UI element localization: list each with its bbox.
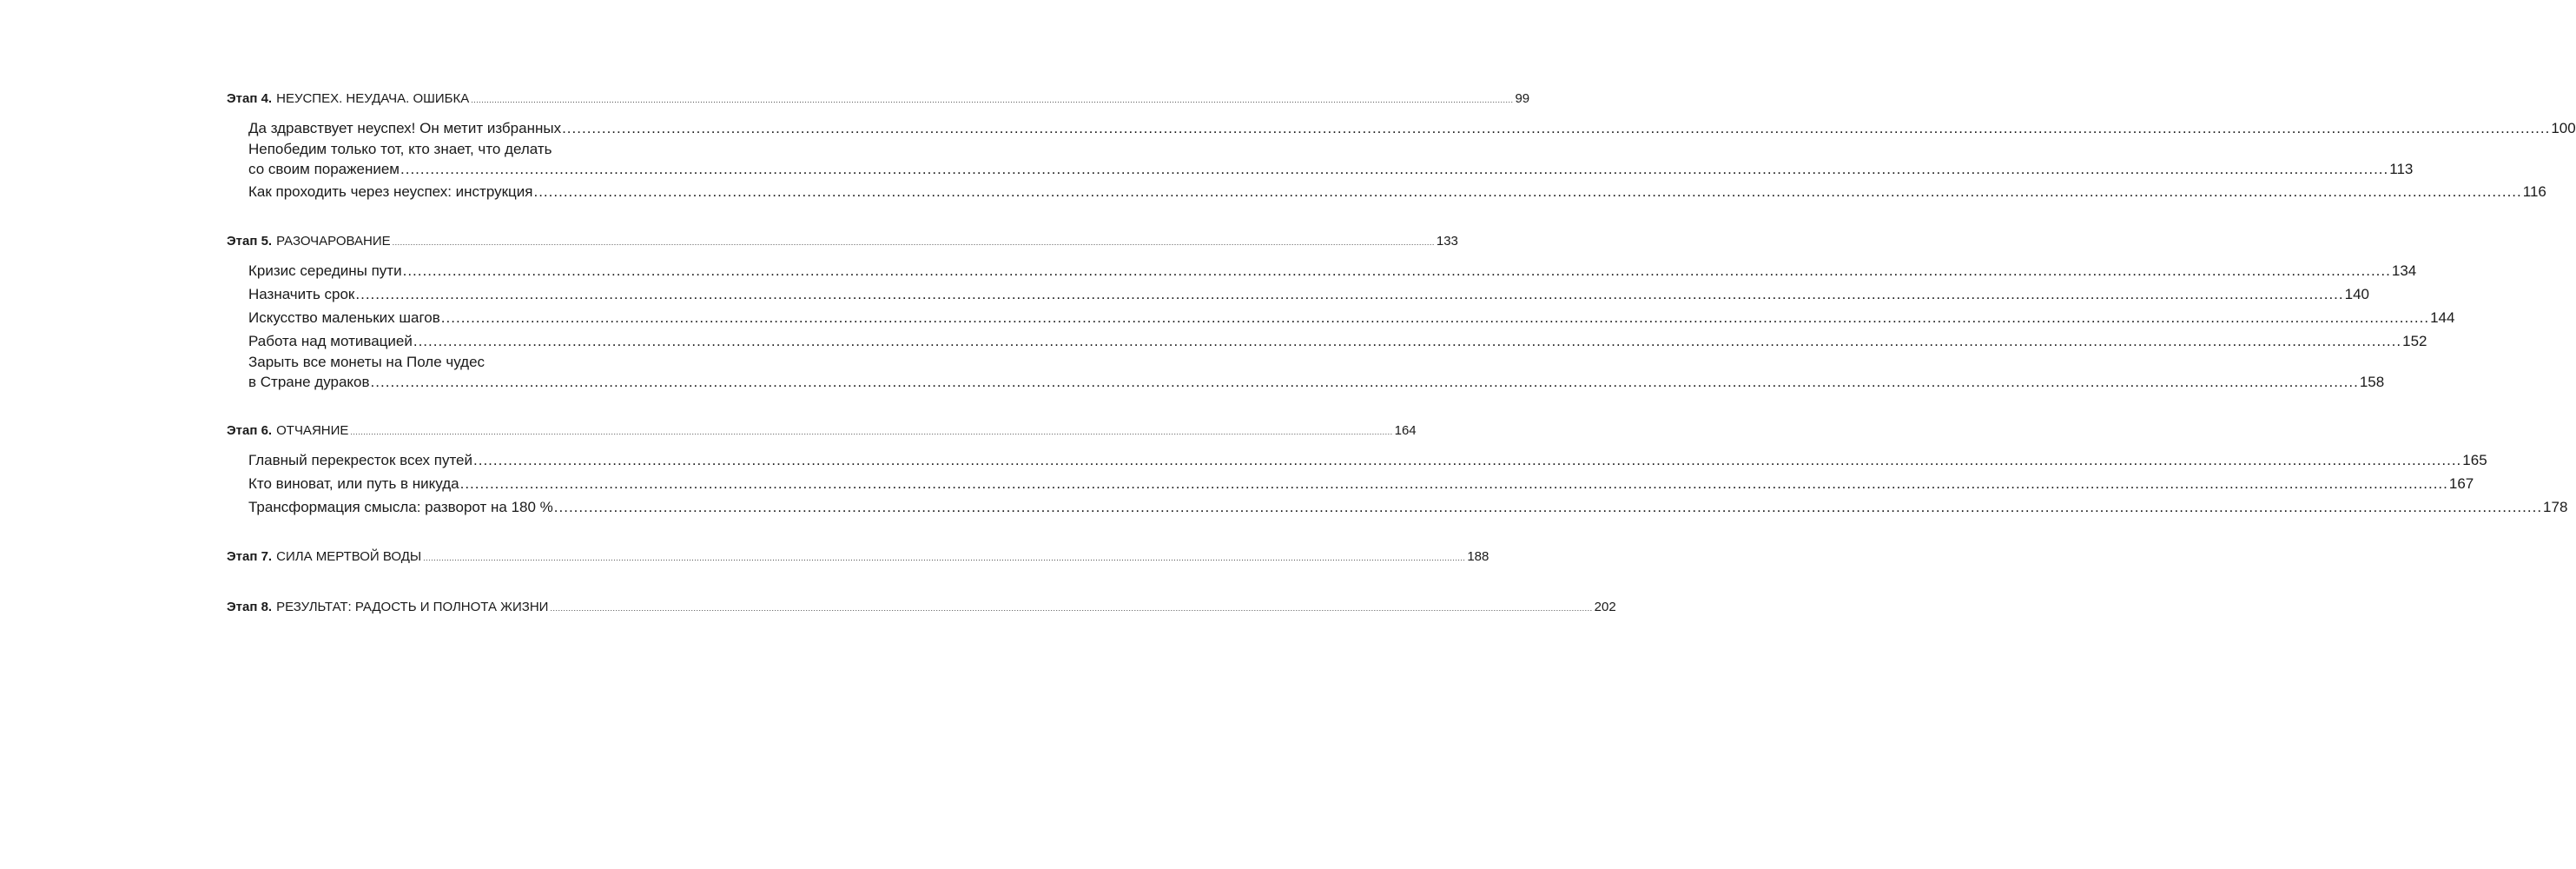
- stage-title: НЕУСПЕХ. НЕУДАЧА. ОШИБКА: [276, 91, 470, 106]
- dot-leader: ................................................................................................................................................................................................................................................................................................................................................................................................................: [423, 554, 1466, 562]
- page-number: 133: [1436, 234, 1458, 249]
- toc-entry[interactable]: [248, 472, 2474, 495]
- dot-leader: ................................................................................................................................................................................................................................................................................................................................................................................................................: [402, 262, 2391, 279]
- dot-leader: ................................................................................................................................................................................................................................................................................................................................................................................................................: [459, 475, 2448, 492]
- page-number: 116: [2522, 183, 2546, 200]
- page-number: 164: [1394, 423, 1417, 438]
- entry-title-line: Главный перекресток всех путей: [248, 452, 473, 468]
- entry-title-line: Кто виноват, или путь в никуда: [248, 475, 459, 492]
- stage-label: Этап 4.: [227, 91, 273, 106]
- page-number: 144: [2430, 309, 2455, 326]
- dot-leader: ................................................................................................................................................................................................................................................................................................................................................................................................................: [533, 183, 2522, 200]
- toc-stage: [227, 87, 2576, 203]
- entry-title-line: Непобедим только тот, кто знает, что делать: [248, 141, 552, 157]
- toc-stage-heading[interactable]: [227, 545, 1489, 569]
- toc-stage-heading[interactable]: [227, 419, 1417, 443]
- page-number: 152: [2402, 333, 2427, 349]
- toc-subsection-list: [227, 116, 2576, 203]
- dot-leader: ................................................................................................................................................................................................................................................................................................................................................................................................................: [471, 96, 1514, 104]
- toc-entry[interactable]: [248, 282, 2370, 306]
- page-number: 140: [2344, 286, 2370, 302]
- page-number: 99: [1515, 91, 1530, 106]
- dot-leader: ................................................................................................................................................................................................................................................................................................................................................................................................................: [553, 499, 2543, 515]
- toc-entry[interactable]: [248, 116, 2576, 140]
- stage-label: Этап 6.: [227, 423, 273, 438]
- dot-leader: ................................................................................................................................................................................................................................................................................................................................................................................................................: [550, 604, 1593, 613]
- dot-leader: ................................................................................................................................................................................................................................................................................................................................................................................................................: [440, 309, 2430, 326]
- dot-leader: ................................................................................................................................................................................................................................................................................................................................................................................................................: [355, 286, 2344, 302]
- stage-title: РАЗОЧАРОВАНИЕ: [276, 234, 391, 249]
- dot-leader: ................................................................................................................................................................................................................................................................................................................................................................................................................: [473, 452, 2462, 468]
- page-number: 158: [2359, 374, 2385, 390]
- toc-entry[interactable]: [248, 259, 2417, 282]
- dot-leader: ................................................................................................................................................................................................................................................................................................................................................................................................................: [370, 374, 2359, 390]
- page-number: 134: [2391, 262, 2417, 279]
- dot-leader: ................................................................................................................................................................................................................................................................................................................................................................................................................: [562, 120, 2551, 136]
- entry-title-line: Как проходить через неуспех: инструкция: [248, 183, 533, 200]
- dot-leader: ................................................................................................................................................................................................................................................................................................................................................................................................................: [413, 333, 2402, 349]
- toc-entry[interactable]: [248, 180, 2546, 203]
- entry-title-line: Искусство маленьких шагов: [248, 309, 440, 326]
- entry-title-line: Трансформация смысла: разворот на 180 %: [248, 499, 553, 515]
- page-number: 178: [2543, 499, 2568, 515]
- table-of-contents: [227, 87, 2576, 620]
- toc-entry[interactable]: [248, 306, 2455, 329]
- toc-stage: [227, 229, 2455, 393]
- toc-entry[interactable]: [248, 353, 2385, 393]
- toc-entry[interactable]: [248, 140, 2414, 180]
- entry-title-line: Да здравствует неуспех! Он метит избранных: [248, 120, 562, 136]
- entry-title-line: Назначить срок: [248, 286, 355, 302]
- toc-stage-heading[interactable]: [227, 595, 1616, 620]
- toc-entry[interactable]: [248, 495, 2568, 519]
- page-number: 188: [1467, 549, 1489, 564]
- toc-stage-heading[interactable]: [227, 87, 1530, 111]
- stage-label: Этап 7.: [227, 549, 273, 564]
- stage-title: ОТЧАЯНИЕ: [276, 423, 349, 438]
- page-number: 167: [2448, 475, 2474, 492]
- toc-entry[interactable]: [248, 329, 2427, 353]
- stage-label: Этап 8.: [227, 600, 273, 614]
- toc-stage-heading[interactable]: [227, 229, 1458, 254]
- toc-stage: [227, 545, 1489, 569]
- entry-title-line: со своим поражением: [248, 161, 400, 177]
- dot-leader: ................................................................................................................................................................................................................................................................................................................................................................................................................: [392, 238, 1435, 247]
- toc-subsection-list: [227, 448, 2568, 519]
- entry-title-line: Работа над мотивацией: [248, 333, 413, 349]
- page-number: 113: [2389, 161, 2414, 177]
- page-number: 100: [2551, 120, 2576, 136]
- toc-entry[interactable]: [248, 448, 2487, 472]
- dot-leader: ................................................................................................................................................................................................................................................................................................................................................................................................................: [400, 161, 2389, 177]
- stage-title: СИЛА МЕРТВОЙ ВОДЫ: [276, 549, 422, 564]
- entry-title-line: Кризис середины пути: [248, 262, 402, 279]
- entry-title-line: в Стране дураков: [248, 374, 370, 390]
- toc-subsection-list: [227, 259, 2455, 393]
- page-number: 202: [1594, 600, 1616, 614]
- toc-stage: [227, 419, 2568, 519]
- stage-label: Этап 5.: [227, 234, 273, 249]
- entry-title-line: Зарыть все монеты на Поле чудес: [248, 354, 485, 370]
- stage-title: РЕЗУЛЬТАТ: РАДОСТЬ И ПОЛНОТА ЖИЗНИ: [276, 600, 549, 614]
- toc-stage: [227, 595, 1616, 620]
- page-number: 165: [2462, 452, 2487, 468]
- dot-leader: ................................................................................................................................................................................................................................................................................................................................................................................................................: [350, 428, 1393, 436]
